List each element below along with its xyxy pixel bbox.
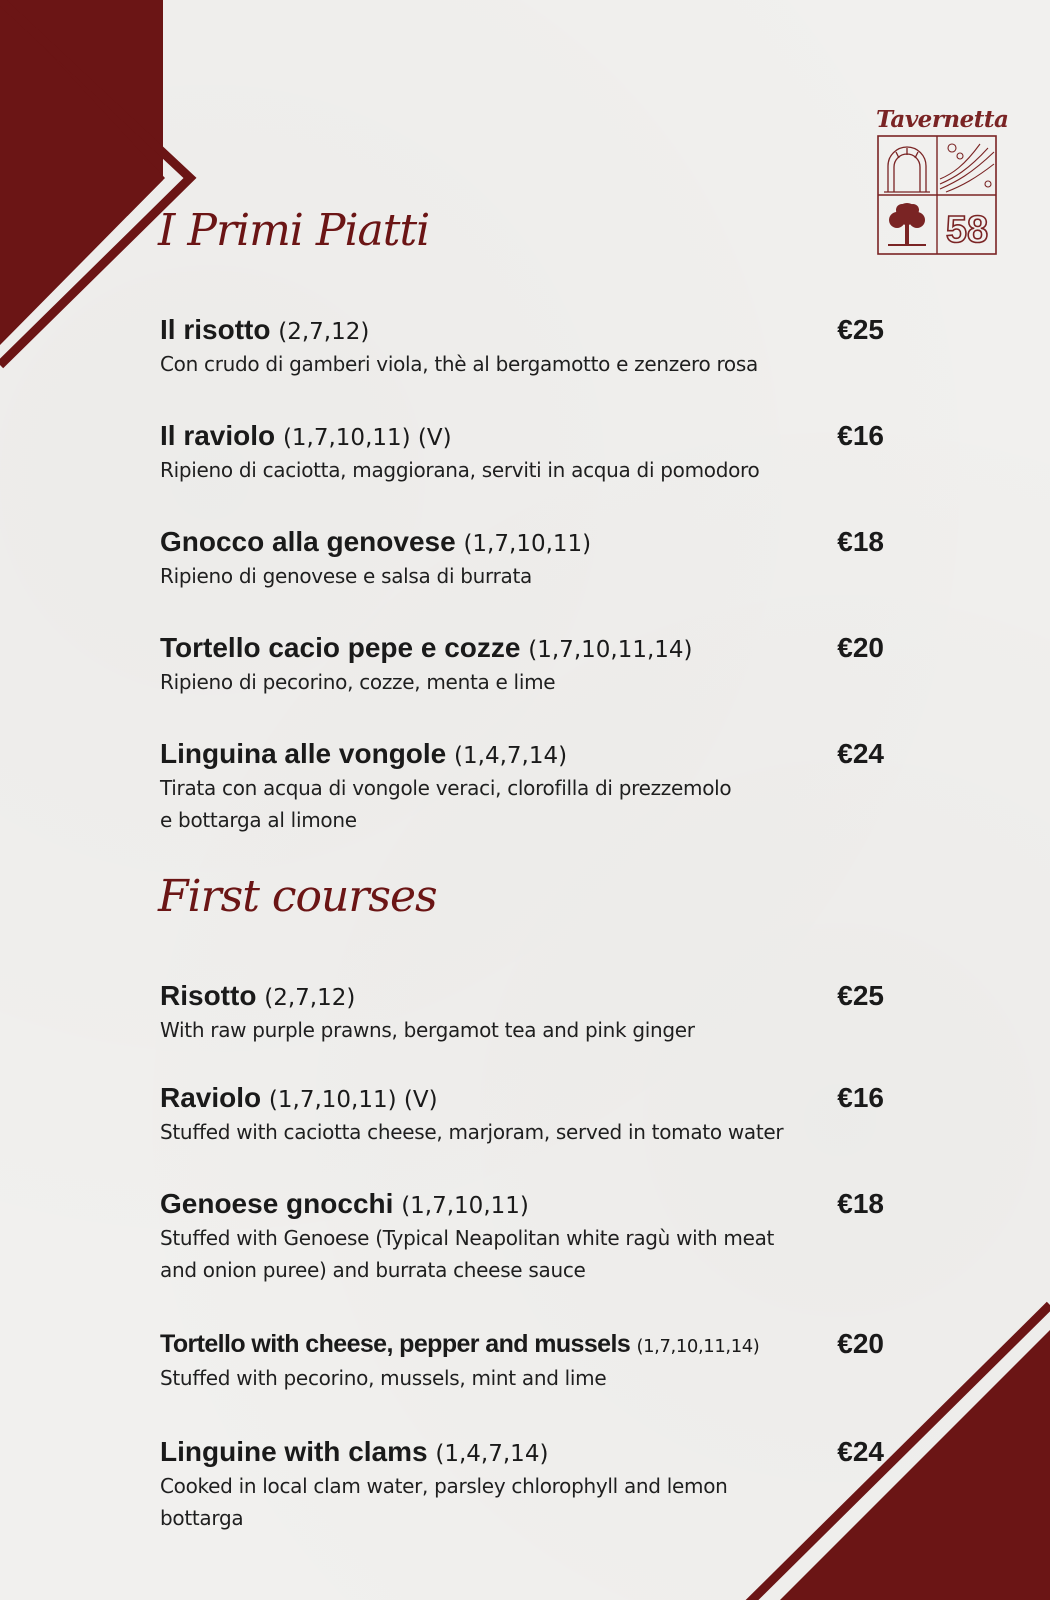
item-allergens: (2,7,12) <box>264 985 356 1011</box>
tree-icon <box>888 203 926 246</box>
item-name: Linguine with clams (1,4,7,14) <box>160 1436 549 1467</box>
logo-number: 58 <box>945 209 989 251</box>
item-allergens: (1,7,10,11) (V) <box>282 425 452 451</box>
section-title-english: First courses <box>158 871 437 922</box>
item-description: Stuffed with Genoese (Typical Neapolitan white ragù with meat and onion puree) and burrata cheese sauce <box>160 1226 775 1282</box>
item-description: Con crudo di gamberi viola, thè al bergamotto e zenzero rosa <box>160 352 758 376</box>
waves-icon <box>940 144 994 192</box>
item-name: Risotto (2,7,12) <box>160 980 356 1011</box>
item-price: €16 <box>837 420 884 451</box>
item-description: Ripieno di caciotta, maggiorana, serviti in acqua di pomodoro <box>160 458 760 482</box>
item-name: Raviolo (1,7,10,11) (V) <box>160 1082 438 1113</box>
item-allergens: (1,7,10,11) (V) <box>268 1087 438 1113</box>
menu-item <box>160 630 884 698</box>
item-price: €18 <box>837 526 884 557</box>
item-name: Genoese gnocchi (1,7,10,11) <box>160 1188 529 1219</box>
item-name: Linguina alle vongole (1,4,7,14) <box>160 738 568 769</box>
restaurant-logo <box>876 106 1009 262</box>
item-name: Tortello with cheese, pepper and mussels (1,7,10,11,14) <box>160 1330 760 1358</box>
item-price: €20 <box>837 632 884 663</box>
item-allergens: (1,7,10,11) <box>463 531 592 557</box>
item-name: Tortello cacio pepe e cozze (1,7,10,11,14) <box>160 632 693 663</box>
item-price: €24 <box>837 738 884 769</box>
item-price: €18 <box>837 1188 884 1219</box>
item-allergens: (1,7,10,11) <box>401 1193 529 1219</box>
arch-icon <box>884 147 930 192</box>
item-description: Ripieno di pecorino, cozze, menta e lime <box>160 670 556 694</box>
item-price: €24 <box>837 1436 884 1467</box>
item-name: Il raviolo (1,7,10,11) (V) <box>160 420 452 451</box>
item-description: With raw purple prawns, bergamot tea and pink ginger <box>160 1018 695 1042</box>
item-price: €25 <box>837 980 884 1011</box>
item-price: €25 <box>837 314 884 345</box>
menu-item <box>160 1080 884 1148</box>
logo-wordmark: Tavernetta <box>876 106 1009 133</box>
menu-item <box>160 312 884 380</box>
item-name: Gnocco alla genovese (1,7,10,11) <box>160 526 592 557</box>
item-allergens: (1,7,10,11,14) <box>528 637 693 663</box>
menu-item <box>160 524 884 592</box>
item-description: Ripieno di genovese e salsa di burrata <box>160 564 532 588</box>
menu-item <box>160 1186 884 1286</box>
item-price: €16 <box>837 1082 884 1113</box>
menu-item <box>160 736 884 836</box>
item-allergens: (2,7,12) <box>278 319 370 345</box>
item-name: Il risotto (2,7,12) <box>160 314 370 345</box>
item-allergens: (1,7,10,11,14) <box>636 1336 760 1357</box>
menu-item <box>160 978 884 1046</box>
item-description: Cooked in local clam water, parsley chlorophyll and lemon bottarga <box>160 1474 728 1530</box>
item-description: Stuffed with pecorino, mussels, mint and lime <box>160 1366 607 1390</box>
item-allergens: (1,4,7,14) <box>435 1441 549 1467</box>
item-price: €20 <box>837 1328 884 1359</box>
menu-item <box>160 1434 884 1534</box>
menu-item <box>160 418 884 486</box>
menu-item <box>160 1326 884 1394</box>
logo-emblem <box>876 134 998 258</box>
item-allergens: (1,4,7,14) <box>454 743 568 769</box>
section-title-italian: I Primi Piatti <box>158 205 430 256</box>
item-description: Stuffed with caciotta cheese, marjoram, served in tomato water <box>160 1120 784 1144</box>
item-description: Tirata con acqua di vongole veraci, clorofilla di prezzemolo e bottarga al limone <box>160 776 732 832</box>
